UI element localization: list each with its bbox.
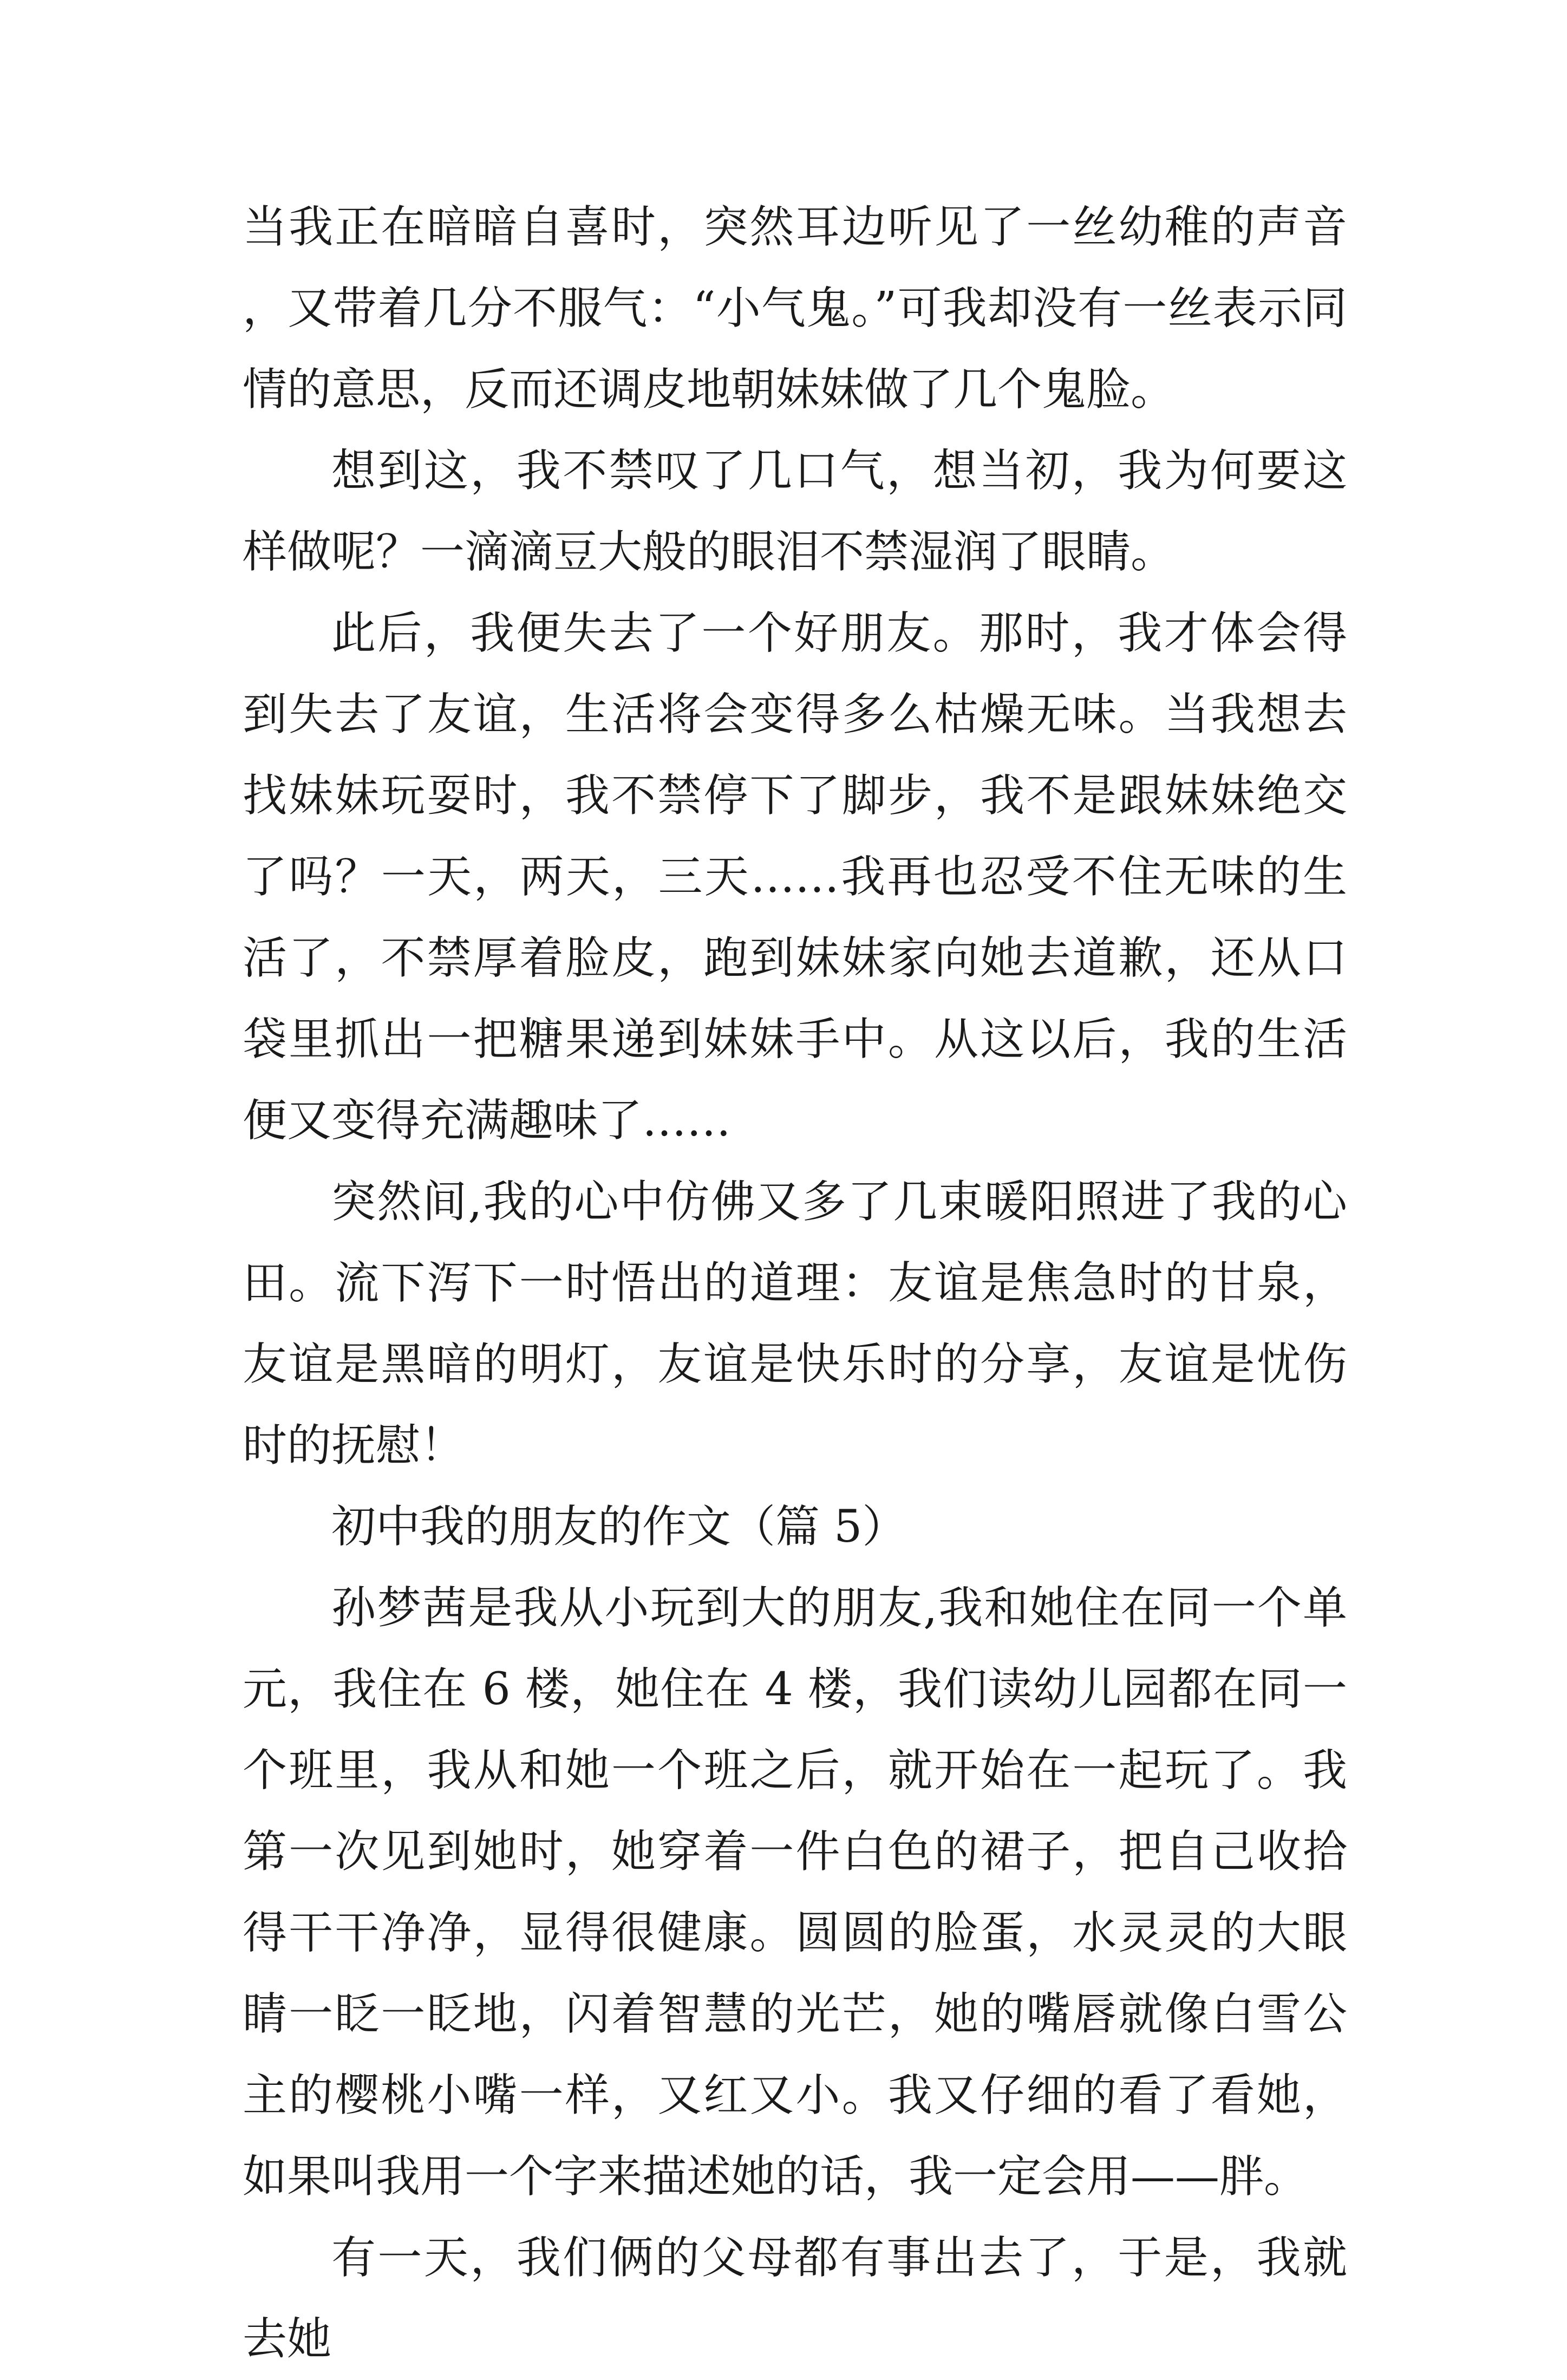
paragraph-4: 突然间,我的心中仿佛又多了几束暖阳照进了我的心田。流下泻下一时悟出的道理：友谊是焦急时的甘泉，友谊是黑暗的明灯，友谊是快乐时的分享，友谊是忧伤时的抚慰！ bbox=[243, 1176, 1347, 1471]
section-paragraph-2: 有一天，我们俩的父母都有事出去了，于是，我就去她 bbox=[243, 2232, 1347, 2365]
paragraph-1: 当我正在暗暗自喜时，突然耳边听见了一丝幼稚的声音，又带着几分不服气：“小气鬼。”可我却没有一丝表示同情的意思，反而还调皮地朝妹妹做了几个鬼脸。 bbox=[243, 201, 1347, 415]
section-paragraph-1: 孙梦茜是我从小玩到大的朋友,我和她住在同一个单元，我住在 6 楼，她住在 4 楼，我们读幼儿园都在同一个班里，我从和她一个班之后，就开始在一起玩了。我第一次见到她时，她穿着一件白色的裙子，把自己收拾得干干净净，显得很健康。圆圆的脸蛋，水灵灵的大眼睛一眨一眨地，闪着智慧的光芒，她的嘴唇就像白雪公主的樱桃小嘴一样，又红又小。我又仔细的看了看她，如果叫我用一个字来描述她的话，我一定会用——胖。 bbox=[243, 1582, 1347, 2202]
section-heading: 初中我的朋友的作文（篇 5） bbox=[331, 1501, 907, 1553]
paragraph-2: 想到这，我不禁叹了几口气，想当初，我为何要这样做呢？一滴滴豆大般的眼泪不禁湿润了眼睛。 bbox=[243, 445, 1347, 578]
paragraph-3: 此后，我便失去了一个好朋友。那时，我才体会得到失去了友谊，生活将会变得多么枯燥无味。当我想去找妹妹玩耍时，我不禁停下了脚步，我不是跟妹妹绝交了吗？一天，两天，三天……我再也忍受不住无味的生活了，不禁厚着脸皮，跑到妹妹家向她去道歉，还从口袋里抓出一把糖果递到妹妹手中。从这以后，我的生活便又变得充满趣味了…… bbox=[243, 608, 1347, 1146]
document-body bbox=[243, 187, 1347, 2380]
